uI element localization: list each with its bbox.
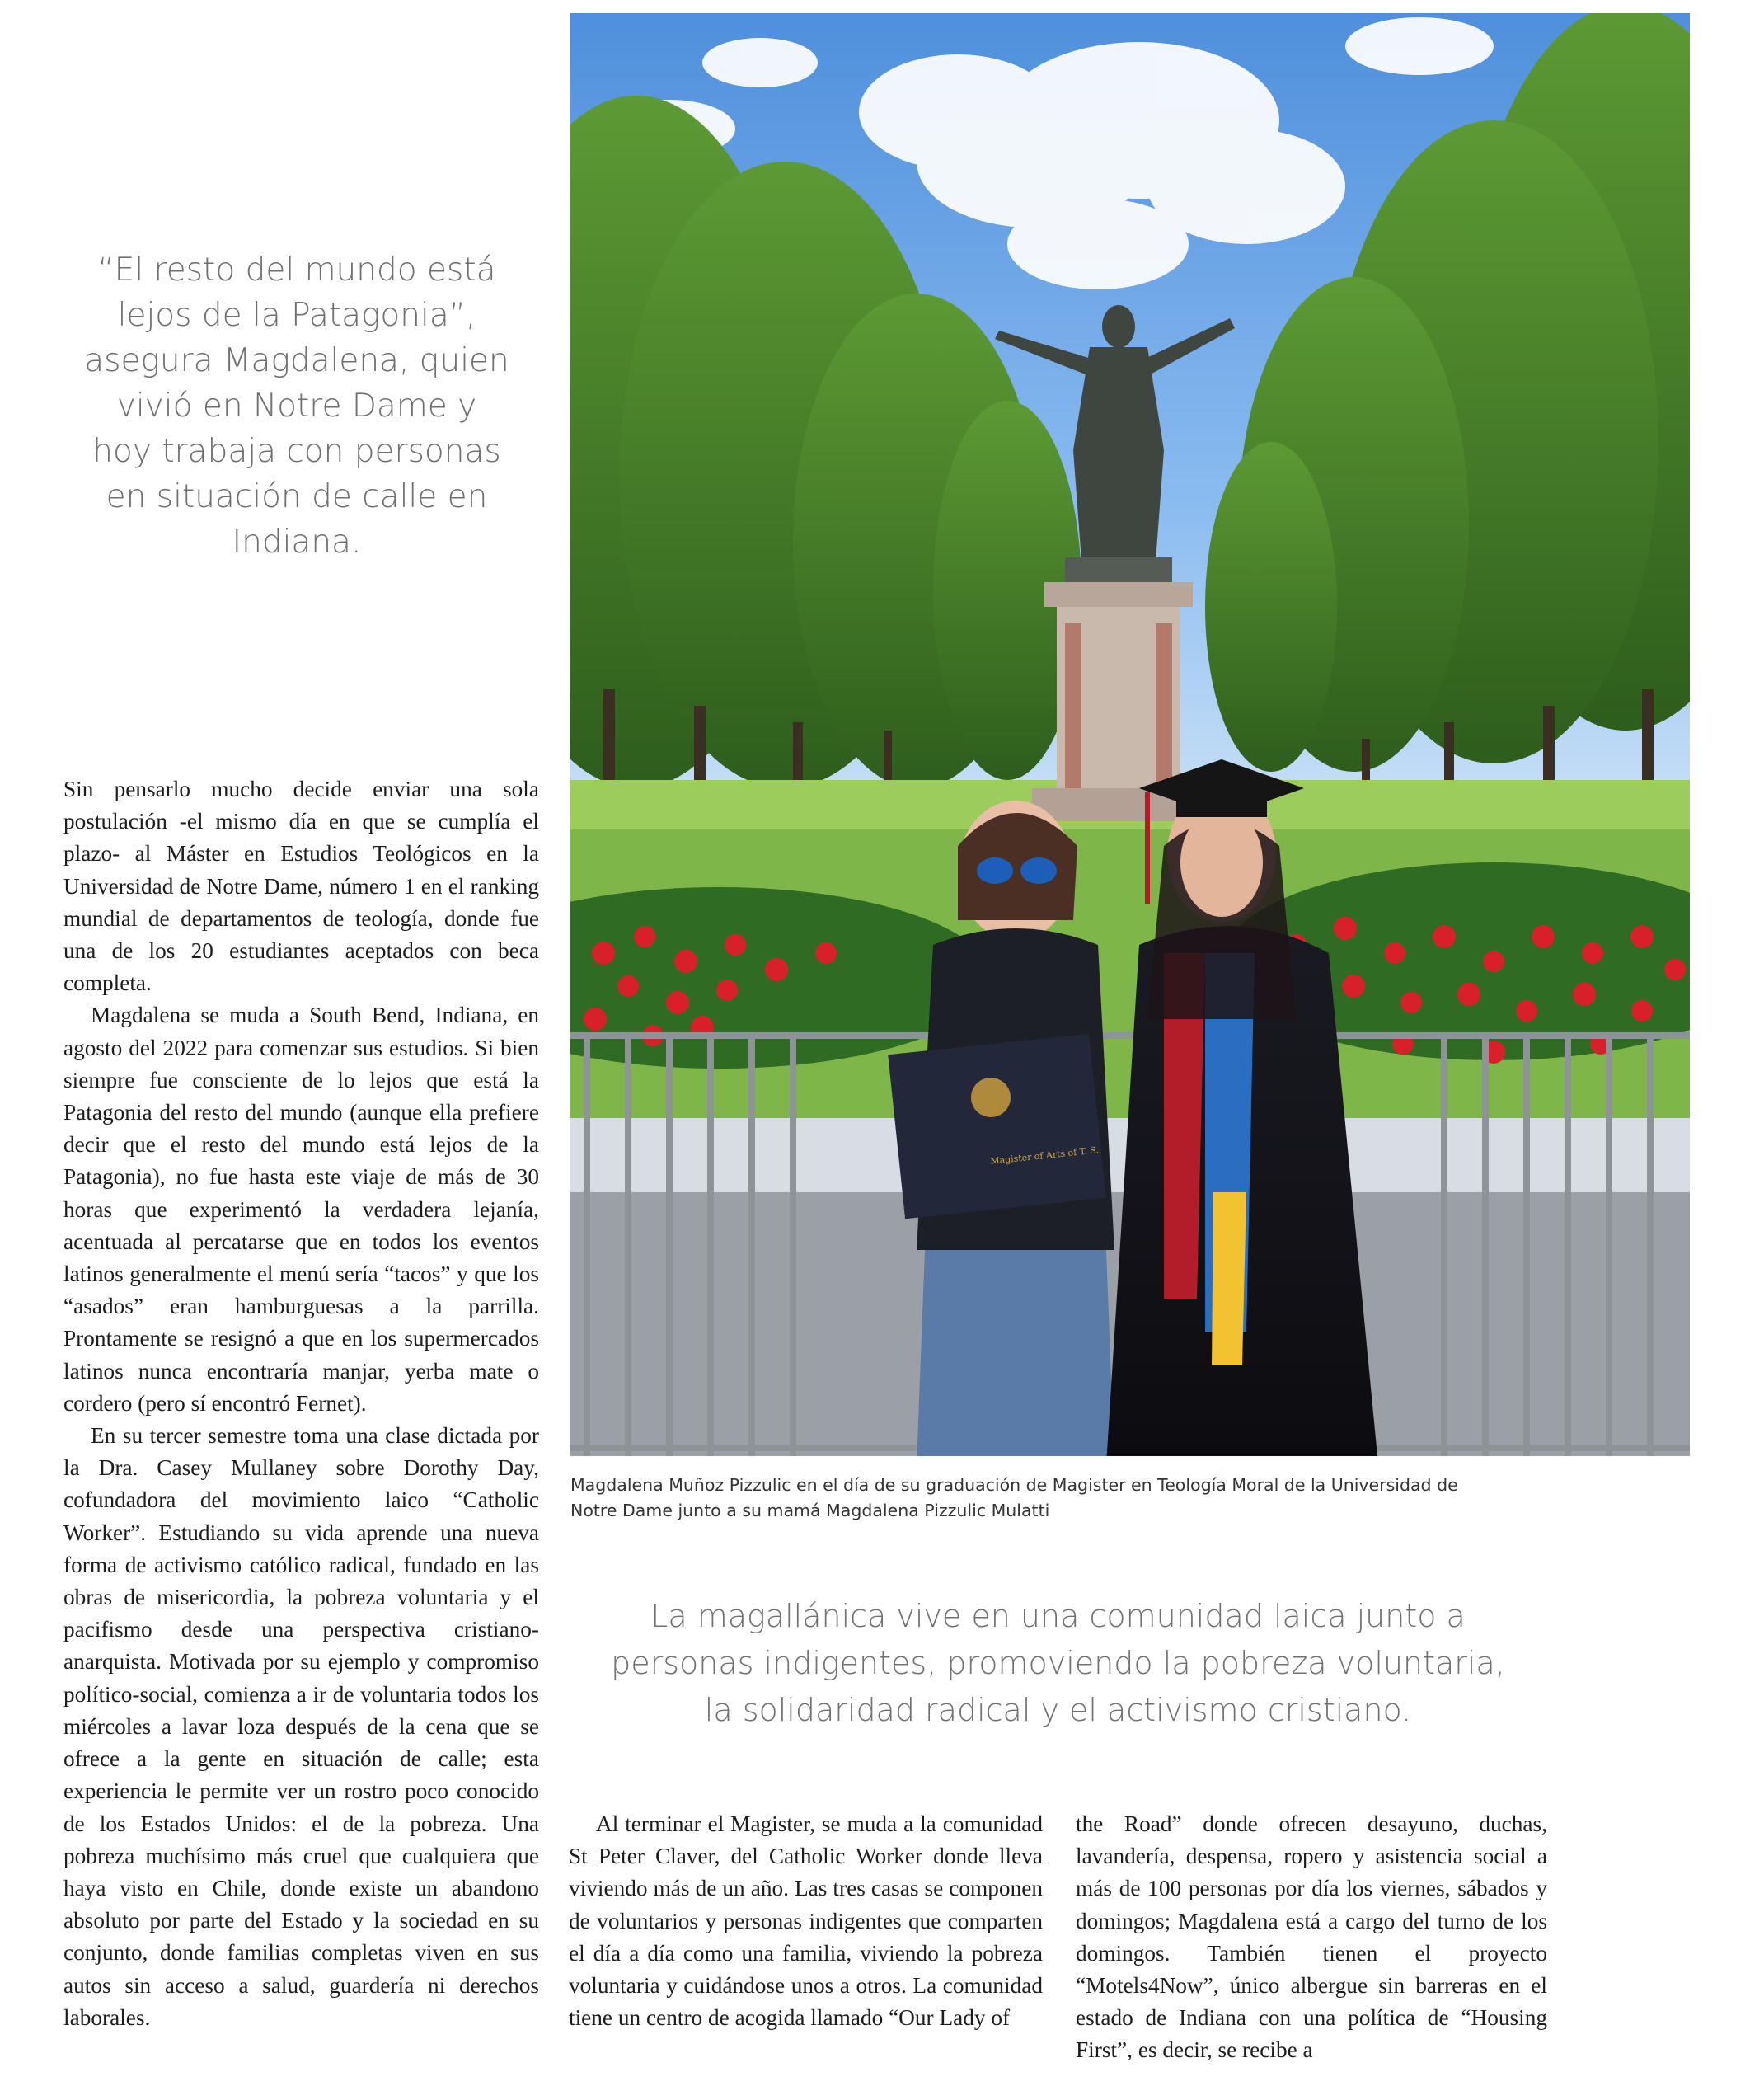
quote-line: la solidaridad radical y el activismo cristiano. (704, 1692, 1412, 1728)
quote-line: personas indigentes, promoviendo la pobreza voluntaria, (611, 1645, 1505, 1681)
quote-line: La magallánica vive en una comunidad laica junto a (650, 1598, 1466, 1634)
paragraph: Magdalena se muda a South Bend, Indiana, en agosto del 2022 para comenzar sus estudios. Si bien siempre fue consciente de lo lejos que está la Patagonia del resto del mundo (aunque ella prefiere decir que el resto del mundo está lejos de la Patagonia), no fue hasta este viaje de más de 30 horas que experimentó la verdadera lejanía, acentuada al percatarse que en todos los eventos latinos generalmente el menú sería “tacos” y que los “asados” eran hamburguesas a la parrilla. Prontamente se resignó a que en los supermercados latinos nunca encontraría manjar, yerba mate o cordero (pero sí encontró Fernet). (63, 1003, 539, 1416)
right-column (1076, 1808, 1547, 2067)
middle-column (569, 1808, 1043, 2034)
graduation-photo (570, 13, 1690, 1456)
caption-line: Magdalena Muñoz Pizzulic en el día de su graduación de Magister en Teología Moral de la Universidad de (570, 1475, 1458, 1495)
center-pull-quote (569, 1593, 1547, 1734)
photo-caption (570, 1473, 1543, 1524)
paragraph: Sin pensarlo mucho decide enviar una sola postulación -el mismo día en que se cumplía el plazo- al Máster en Estudios Teológicos en la Universidad de Notre Dame, número 1 en el ranking mundial de departamentos de teología, donde fue una de los 20 estudiantes aceptados con beca completa. (63, 777, 539, 996)
pull-quote-text: “El resto del mundo está lejos de la Patagonia”, asegura Magdalena, quien vivió en Notre Dame y hoy trabaja con personas en situación de calle en Indiana. (84, 251, 509, 561)
pull-quote (82, 247, 511, 565)
paragraph: the Road” donde ofrecen desayuno, duchas, lavandería, despensa, ropero y asistencia social a más de 100 personas por día los viernes, sábados y domingos; Magdalena está a cargo del turno de los domingos. También tienen el proyecto “Motels4Now”, único albergue sin barreras en el estado de Indiana con una política de “Housing First”, es decir, se recibe a (1076, 1811, 1547, 2063)
left-column (63, 773, 539, 2034)
diploma-text: Magister of Arts of T. S. (989, 1144, 1100, 1167)
caption-line: Notre Dame junto a su mamá Magdalena Pizzulic Mulatti (570, 1501, 1050, 1520)
paragraph: Al terminar el Magister, se muda a la comunidad St Peter Claver, del Catholic Worker donde lleva viviendo más de un año. Las tres casas se componen de voluntarios y personas indigentes que comparten el día a día como una familia, viviendo la pobreza voluntaria y cuidándose unos a otros. La comunidad tiene un centro de acogida llamado “Our Lady of (569, 1811, 1043, 2031)
paragraph: En su tercer semestre toma una clase dictada por la Dra. Casey Mullaney sobre Dorothy Day, cofundadora del movimiento laico “Catholic Worker”. Estudiando su vida aprende una nueva forma de activismo católico radical, fundado en las obras de misericordia, la pobreza voluntaria y el pacifismo desde una perspectiva cristiano-anarquista. Motivada por su ejemplo y compromiso político-social, comienza a ir de voluntaria todos los miércoles a lavar loza después de la cena que se ofrece a la gente en situación de calle; esta experiencia le permite ver un rostro poco conocido de los Estados Unidos: el de la pobreza. Una pobreza muchísimo más cruel que cualquiera que haya visto en Chile, donde existe un abandono absoluto por parte del Estado y la sociedad en su conjunto, donde familias completas viven en sus autos sin acceso a salud, guardería ni derechos laborales. (63, 1423, 539, 2030)
